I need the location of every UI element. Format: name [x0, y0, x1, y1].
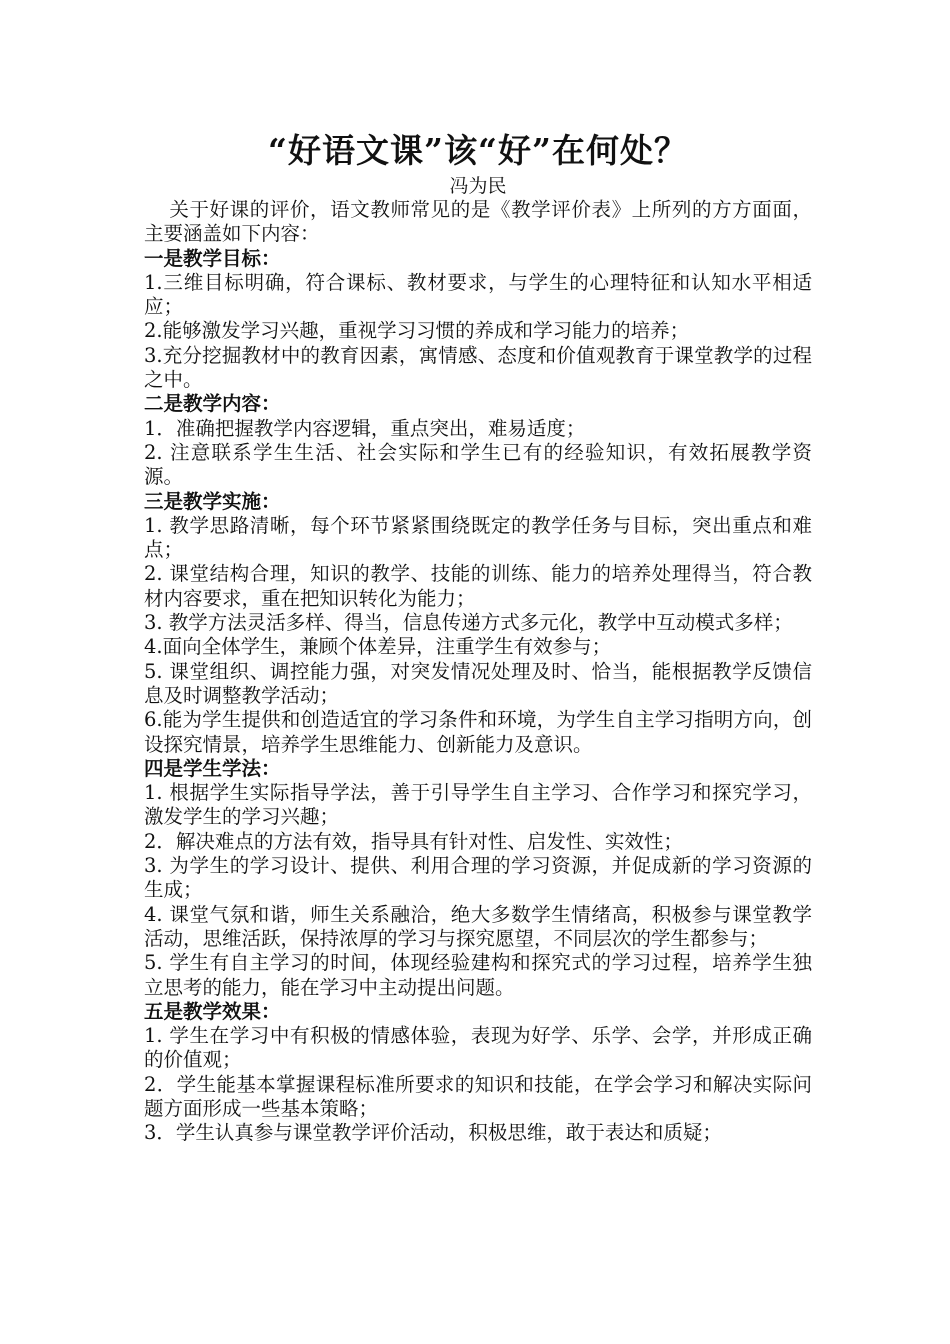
- list-item: 2.能够激发学习兴趣，重视学习习惯的养成和学习能力的培养；: [144, 319, 690, 343]
- list-item: 1. 学生在学习中有积极的情感体验，表现为好学、乐学、会学，并形成正确的价值观；: [144, 1024, 812, 1072]
- list-item: 3. 为学生的学习设计、提供、利用合理的学习资源，并促成新的学习资源的生成；: [144, 854, 812, 902]
- list-item: 3.充分挖掘教材中的教育因素，寓情感、态度和价值观教育于课堂教学的过程之中。: [144, 343, 812, 392]
- list-item: 6.能为学生提供和创造适宜的学习条件和环境，为学生自主学习指明方向，创设探究情景，培养学生思维能力、创新能力及意识。: [144, 708, 812, 756]
- section-teaching-implementation: [144, 490, 812, 757]
- list-item: 5. 课堂组织、调控能力强，对突发情况处理及时、恰当，能根据教学反馈信息及时调整教学活动；: [144, 659, 812, 707]
- section-heading: 四是学生学法：: [144, 756, 281, 780]
- section-heading: 二是教学内容：: [144, 392, 281, 416]
- list-item: 2. 课堂结构合理，知识的教学、技能的训练、能力的培养处理得当，符合教材内容要求，重在把知识转化为能力；: [144, 562, 812, 610]
- list-item: 1. 根据学生实际指导学法，善于引导学生自主学习、合作学习和探究学习，激发学生的学习兴趣；: [144, 781, 812, 829]
- list-item: 5. 学生有自主学习的时间，体现经验建构和探究式的学习过程，培养学生独立思考的能力，能在学习中主动提出问题。: [144, 951, 812, 999]
- section-heading: 三是教学实施：: [144, 489, 281, 513]
- author-name: 冯为民: [449, 175, 507, 197]
- list-item: 1.三维目标明确，符合课标、教材要求，与学生的心理特征和认知水平相适应；: [144, 270, 812, 319]
- list-item: 1．准确把握教学内容逻辑，重点突出，难易适度；: [144, 416, 586, 440]
- page-title: “好语文课”该“好”在何处？: [268, 131, 688, 170]
- section-student-methods: [144, 757, 812, 1000]
- list-item: 2. 注意联系学生生活、社会实际和学生已有的经验知识，有效拓展教学资源。: [144, 440, 812, 489]
- section-heading: 五是教学效果：: [144, 999, 281, 1023]
- document-body: [144, 128, 812, 1146]
- list-item: 4.面向全体学生，兼顾个体差异，注重学生有效参与；: [144, 635, 612, 659]
- list-item: 2．学生能基本掌握课程标准所要求的知识和技能，在学会学习和解决实际问题方面形成一些基本策略；: [144, 1072, 812, 1120]
- section-heading: 一是教学目标：: [144, 246, 281, 270]
- list-item: 2．解决难点的方法有效，指导具有针对性、启发性、实效性；: [144, 829, 683, 853]
- list-item: 3．学生认真参与课堂教学评价活动，积极思维，敢于表达和质疑；: [144, 1121, 722, 1145]
- list-item: 3. 教学方法灵活多样、得当，信息传递方式多元化，教学中互动模式多样；: [144, 611, 793, 635]
- intro-paragraph: 关于好课的评价，语文教师常见的是《教学评价表》上所列的方方面面，主要涵盖如下内容：: [144, 198, 812, 246]
- list-item: 1. 教学思路清晰，每个环节紧紧围绕既定的教学任务与目标，突出重点和难点；: [144, 513, 812, 562]
- section-teaching-goals: [144, 247, 812, 393]
- list-item: 4. 课堂气氛和谐，师生关系融洽，绝大多数学生情绪高，积极参与课堂教学活动，思维活跃，保持浓厚的学习与探究愿望，不同层次的学生都参与；: [144, 902, 812, 950]
- section-teaching-effects: [144, 1000, 812, 1146]
- section-teaching-content: [144, 392, 812, 489]
